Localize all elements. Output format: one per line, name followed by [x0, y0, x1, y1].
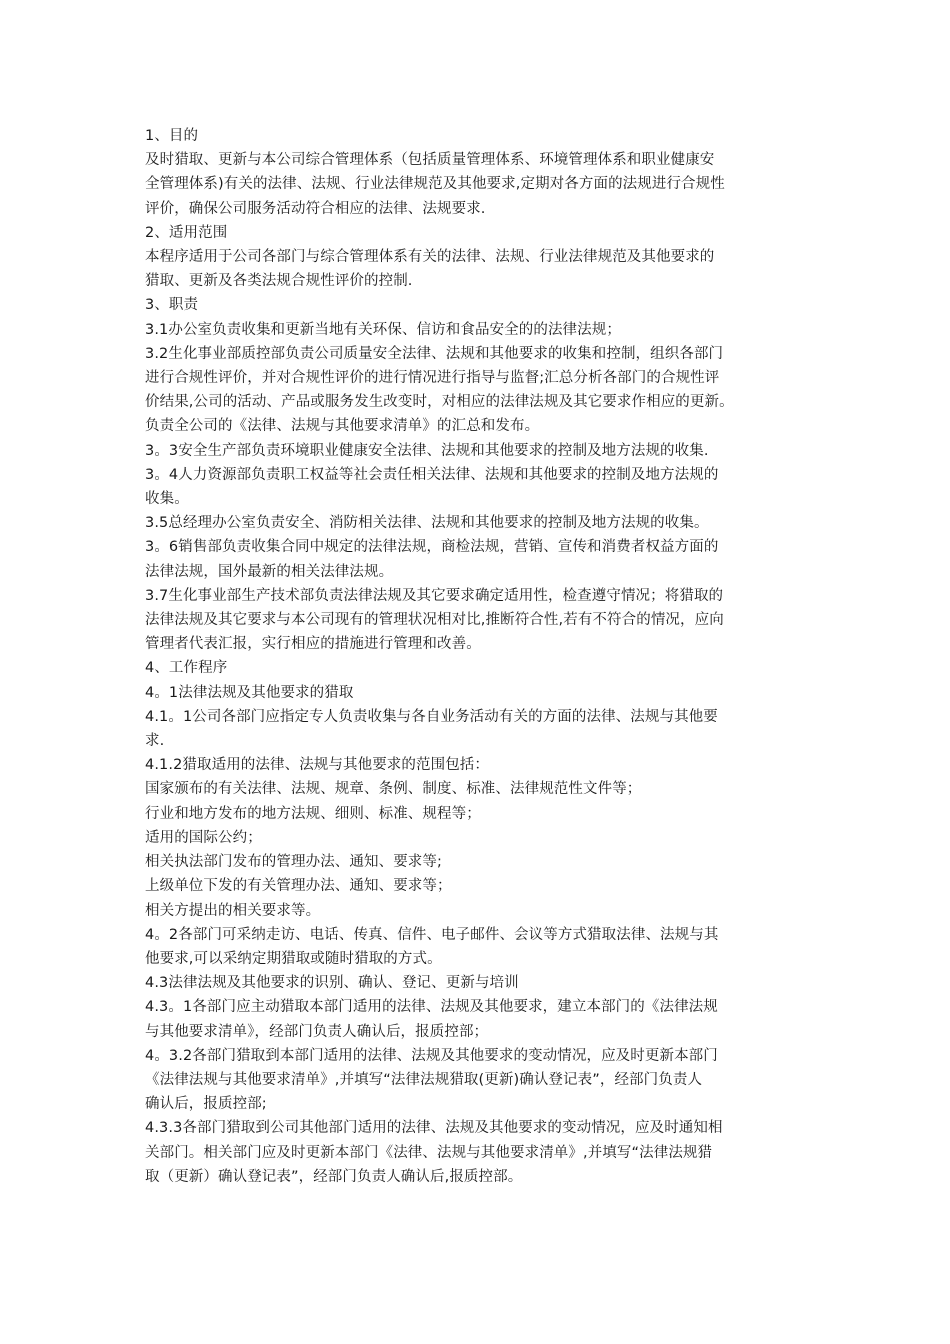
text-line: 进行合规性评价，并对合规性评价的进行情况进行指导与监督;汇总分析各部门的合规性评 — [145, 370, 720, 387]
text-line: 求. — [145, 733, 165, 750]
text-line: 确认后，报质控部; — [145, 1096, 267, 1113]
text-line: 4。3.2各部门猎取到本部门适用的法律、法规及其他要求的变动情况，应及时更新本部门 — [145, 1047, 718, 1064]
heading-purpose: 1、目的 — [145, 128, 199, 144]
document-body — [145, 124, 814, 1189]
text-line: 4.3.3各部门猎取到公司其他部门适用的法律、法规及其他要求的变动情况，应及时通知相 — [145, 1120, 723, 1137]
text-line: 他要求,可以采纳定期猎取或随时猎取的方式。 — [145, 950, 442, 967]
text-line: 3.1办公室负责收集和更新当地有关环保、信访和食品安全的的法律法规； — [145, 321, 621, 338]
text-line: 4.3法律法规及其他要求的识别、确认、登记、更新与培训 — [145, 975, 519, 992]
text-line: 上级单位下发的有关管理办法、通知、要求等； — [145, 878, 452, 895]
text-line: 行业和地方发布的地方法规、细则、标准、规程等； — [145, 805, 481, 822]
text-line: 4.3。1各部门应主动猎取本部门适用的法律、法规及其他要求，建立本部门的《法律法规 — [145, 999, 718, 1016]
text-line: 3。4人力资源部负责职工权益等社会责任相关法律、法规和其他要求的控制及地方法规的 — [145, 466, 719, 483]
text-line: 评价，确保公司服务活动符合相应的法律、法规要求. — [145, 200, 486, 217]
text-line: 猎取、更新及各类法规合规性评价的控制. — [145, 273, 413, 290]
text-line: 收集。 — [145, 491, 189, 508]
heading-procedure: 4、工作程序 — [145, 660, 228, 677]
text-line: 负责全公司的《法律、法规与其他要求清单》的汇总和发布。 — [145, 418, 540, 435]
text-line: 3.7生化事业部生产技术部负责法律法规及其它要求确定适用性，检查遵守情况；将猎取的 — [145, 587, 724, 604]
text-line: 相关方提出的相关要求等。 — [145, 902, 321, 919]
text-line: 4.1。1公司各部门应指定专人负责收集与各自业务活动有关的方面的法律、法规与其他要 — [145, 708, 718, 725]
text-line: 取（更新）确认登记表”，经部门负责人确认后,报质控部。 — [145, 1168, 523, 1185]
text-line: 及时猎取、更新与本公司综合管理体系（包括质量管理体系、环境管理体系和职业健康安 — [145, 152, 715, 169]
text-line: 4。1法律法规及其他要求的猎取 — [145, 684, 354, 701]
text-line: 价结果,公司的活动、产品或服务发生改变时，对相应的法律法规及其它要求作相应的更新。 — [145, 394, 734, 411]
text-line: 3.2生化事业部质控部负责公司质量安全法律、法规和其他要求的收集和控制，组织各部门 — [145, 345, 724, 362]
heading-responsibilities: 3、职责 — [145, 297, 199, 314]
text-line: 法律法规及其它要求与本公司现有的管理状况相对比,推断符合性,若有不符合的情况，应向 — [145, 612, 724, 629]
text-line: 全管理体系)有关的法律、法规、行业法律规范及其他要求,定期对各方面的法规进行合规性 — [145, 176, 725, 193]
text-line: 3。3安全生产部负责环境职业健康安全法律、法规和其他要求的控制及地方法规的收集. — [145, 442, 709, 459]
text-line: 适用的国际公约； — [145, 829, 262, 846]
text-line: 本程序适用于公司各部门与综合管理体系有关的法律、法规、行业法律规范及其他要求的 — [145, 249, 715, 266]
text-line: 与其他要求清单》，经部门负责人确认后，报质控部； — [145, 1023, 489, 1040]
text-line: 3.5总经理办公室负责安全、消防相关法律、法规和其他要求的控制及地方法规的收集。 — [145, 515, 709, 532]
text-line: 管理者代表汇报，实行相应的措施进行管理和改善。 — [145, 636, 481, 653]
text-line: 国家颁布的有关法律、法规、规章、条例、制度、标准、法律规范性文件等； — [145, 781, 642, 798]
text-line: 4.1.2猎取适用的法律、法规与其他要求的范围包括： — [145, 757, 489, 774]
text-line: 相关执法部门发布的管理办法、通知、要求等; — [145, 854, 442, 871]
heading-scope: 2、适用范围 — [145, 224, 228, 241]
text-line: 4。2各部门可采纳走访、电话、传真、信件、电子邮件、会议等方式猎取法律、法规与其 — [145, 926, 719, 943]
text-line: 《法律法规与其他要求清单》,并填写“法律法规猎取(更新)确认登记表”，经部门负责人 — [145, 1071, 703, 1088]
text-line: 3。6销售部负责收集合同中规定的法律法规，商检法规，营销、宣传和消费者权益方面的 — [145, 539, 719, 556]
text-line: 关部门。相关部门应及时更新本部门《法律、法规与其他要求清单》,并填写“法律法规猎 — [145, 1144, 713, 1161]
text-line: 法律法规，国外最新的相关法律法规。 — [145, 563, 394, 580]
